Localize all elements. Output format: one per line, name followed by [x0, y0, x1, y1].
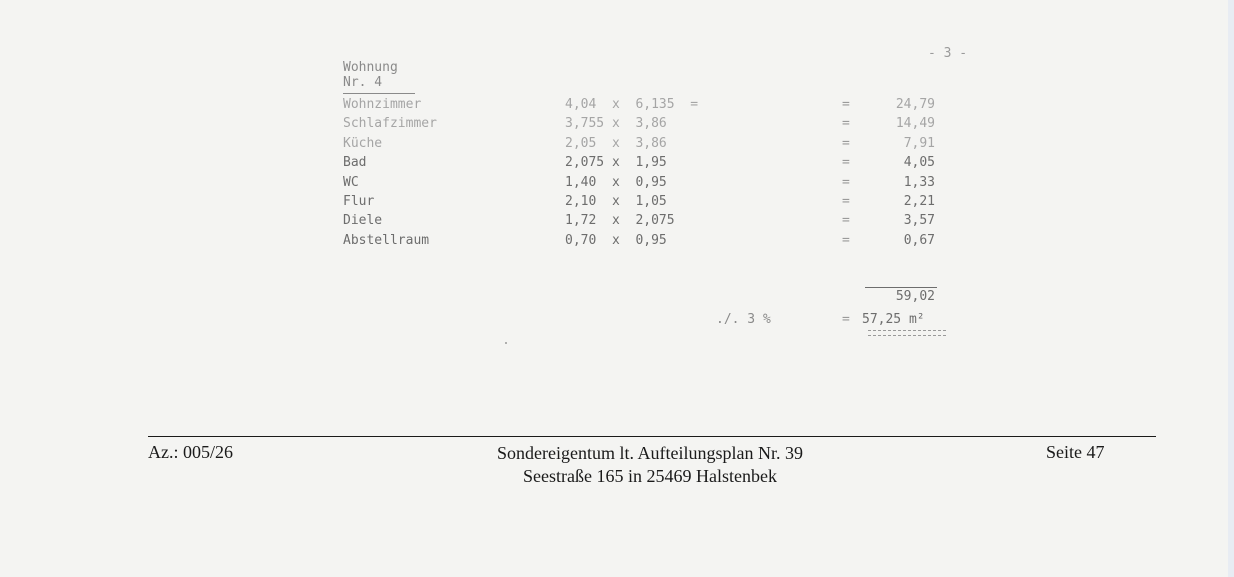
room-area: 7,91: [903, 136, 935, 151]
deduction-label: ./. 3 %: [716, 312, 771, 327]
room-name: Bad: [343, 155, 367, 170]
room-measure: 2,075 x 1,95: [565, 155, 667, 170]
page-edge: [1228, 0, 1234, 577]
room-equals: =: [842, 233, 850, 248]
room-name: Flur: [343, 194, 375, 209]
room-measure: 2,10 x 1,05: [565, 194, 667, 209]
footer-address: Seestraße 165 in 25469 Halstenbek: [523, 466, 777, 486]
footer-reference: Az.: 005/26: [148, 442, 233, 462]
room-name: WC: [343, 175, 359, 190]
room-measure: 1,40 x 0,95: [565, 175, 667, 190]
room-measure: 3,755 x 3,86: [565, 116, 667, 131]
room-measure: 2,05 x 3,86: [565, 136, 667, 151]
room-equals: =: [842, 213, 850, 228]
heading-underline: [343, 93, 415, 94]
room-measure: 0,70 x 0,95: [565, 233, 667, 248]
room-area: 14,49: [895, 116, 935, 131]
scan-speck: [505, 342, 507, 344]
deduction-equals: =: [842, 312, 850, 327]
apartment-number: Nr. 4: [343, 75, 383, 90]
page-number: - 3 -: [928, 46, 968, 61]
room-equals: =: [842, 97, 850, 112]
total-area: 57,25 m²: [862, 312, 925, 327]
room-name: Schlafzimmer: [343, 116, 437, 131]
room-name: Abstellraum: [343, 233, 430, 248]
footer-title-line1: Sondereigentum lt. Aufteilungsplan Nr. 39: [497, 443, 803, 463]
room-measure: 1,72 x 2,075: [565, 213, 675, 228]
footer-title: [400, 442, 900, 488]
room-area: 2,21: [903, 194, 935, 209]
room-measure: 4,04 x 6,135 =: [565, 97, 699, 112]
room-equals: =: [842, 116, 850, 131]
sum-underline: [865, 287, 937, 288]
apartment-heading: Wohnung: [343, 60, 398, 75]
room-equals: =: [842, 155, 850, 170]
total-double-underline: [868, 330, 946, 336]
room-equals: =: [842, 175, 850, 190]
room-name: Küche: [343, 136, 383, 151]
room-equals: =: [842, 136, 850, 151]
room-area: 0,67: [903, 233, 935, 248]
room-area: 3,57: [903, 213, 935, 228]
room-name: Diele: [343, 213, 383, 228]
room-area: 1,33: [903, 175, 935, 190]
room-area: 24,79: [895, 97, 935, 112]
footer-page: Seite 47: [1046, 442, 1105, 462]
room-name: Wohnzimmer: [343, 97, 422, 112]
footer-rule: [148, 436, 1156, 437]
room-equals: =: [842, 194, 850, 209]
room-area: 4,05: [903, 155, 935, 170]
subtotal-area: 59,02: [895, 289, 935, 304]
